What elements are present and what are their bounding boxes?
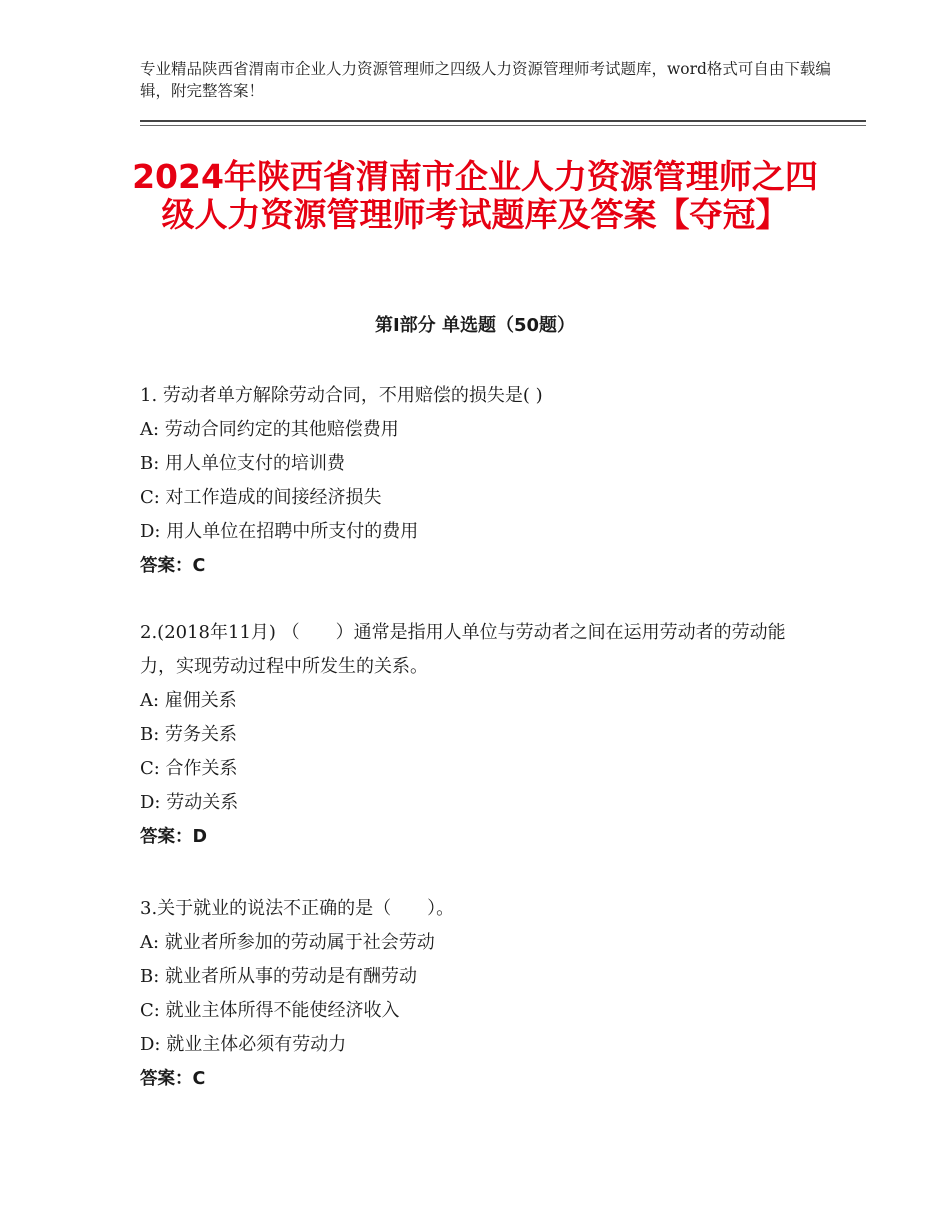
header-note: 专业精品陕西省渭南市企业人力资源管理师之四级人力资源管理师考试题库，word格式可自由下载编辑，附完整答案！	[140, 60, 831, 100]
header-rule-thin	[140, 125, 866, 126]
question-3	[140, 892, 820, 1096]
option-d: D: 就业主体必须有劳动力	[140, 1034, 347, 1055]
option-c: C: 对工作造成的间接经济损失	[140, 487, 382, 508]
question-2	[140, 616, 820, 854]
option-b: B: 劳务关系	[140, 724, 238, 745]
answer: 答案：C	[140, 556, 206, 576]
option-b: B: 用人单位支付的培训费	[140, 453, 346, 474]
option-d: D: 劳动关系	[140, 792, 239, 813]
question-1	[140, 379, 820, 583]
question-stem: 2.(2018年11月) （ ）通常是指用人单位与劳动者之间在运用劳动者的劳动能力，实现劳动过程中所发生的关系。	[140, 622, 786, 677]
section-title: 第Ⅰ部分 单选题（50题）	[374, 315, 575, 336]
question-stem: 1. 劳动者单方解除劳动合同，不用赔偿的损失是( )	[140, 385, 543, 406]
header-rule-thick	[140, 120, 866, 122]
option-a: A: 就业者所参加的劳动属于社会劳动	[140, 932, 435, 953]
answer: 答案：D	[140, 827, 208, 847]
option-a: A: 劳动合同约定的其他赔偿费用	[140, 419, 399, 440]
option-c: C: 就业主体所得不能使经济收入	[140, 1000, 400, 1021]
answer: 答案：C	[140, 1069, 206, 1089]
option-a: A: 雇佣关系	[140, 690, 237, 711]
option-d: D: 用人单位在招聘中所支付的费用	[140, 521, 419, 542]
question-stem: 3.关于就业的说法不正确的是（ ）。	[140, 898, 455, 919]
option-b: B: 就业者所从事的劳动是有酬劳动	[140, 966, 418, 987]
document-title: 2024年陕西省渭南市企业人力资源管理师之四级人力资源管理师考试题库及答案【夺冠】	[132, 157, 818, 234]
option-c: C: 合作关系	[140, 758, 238, 779]
